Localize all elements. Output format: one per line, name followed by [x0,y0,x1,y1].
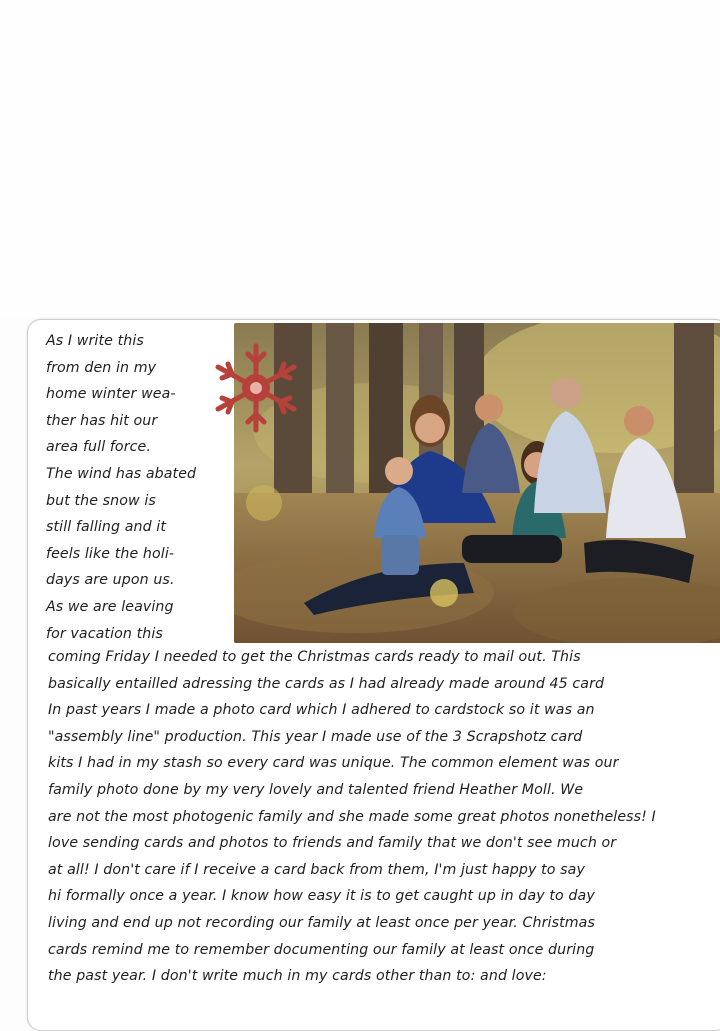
journal-text-full-width [48,644,720,990]
journal-line: from den in my [46,359,157,376]
journal-line: basically entailled adressing the cards as I had already made around 45 card [48,675,605,692]
journal-line: at all! I don't care if I receive a card back from them, I'm just happy to say [48,861,585,878]
journal-line: are not the most photogenic family and she made some great photos nonetheless! I [48,808,656,825]
journal-line: "assembly line" production. This year I made use of the 3 Scrapshotz card [48,728,583,745]
journal-line: The wind has abated [46,465,197,482]
journal-line: home winter wea- [46,386,176,403]
journal-line: kits I had in my stash so every card was unique. The common element was our [48,755,619,772]
family-photo [234,323,720,643]
journal-line: ther has hit our [46,412,158,429]
snowflake-stamp-icon [208,340,304,436]
journal-line: the past year. I don't write much in my cards other than to: and love: [48,968,547,985]
journal-card [27,319,720,1031]
journal-line: living and end up not recording our family at least once per year. Christmas [48,914,595,931]
blank-scan-area [0,0,720,318]
journal-line: area full force. [46,439,151,456]
journal-line: hi formally once a year. I know how easy it is to get caught up in day to day [48,888,595,905]
journal-line: for vacation this [46,625,163,642]
journal-line: but the snow is [46,492,156,509]
journal-line: love sending cards and photos to friends and family that we don't see much or [48,835,617,852]
journal-line: As we are leaving [46,598,174,615]
journal-line: days are upon us. [46,572,175,589]
journal-line: coming Friday I needed to get the Christmas cards ready to mail out. This [48,649,581,665]
journal-line: feels like the holi- [46,545,175,562]
journal-line: family photo done by my very lovely and talented friend Heather Moll. We [48,781,584,798]
journal-line: still falling and it [46,519,167,536]
journal-line: As I write this [46,333,144,349]
journal-line: cards remind me to remember documenting our family at least once during [48,941,595,958]
journal-line: In past years I made a photo card which I adhered to cardstock so it was an [48,702,595,719]
